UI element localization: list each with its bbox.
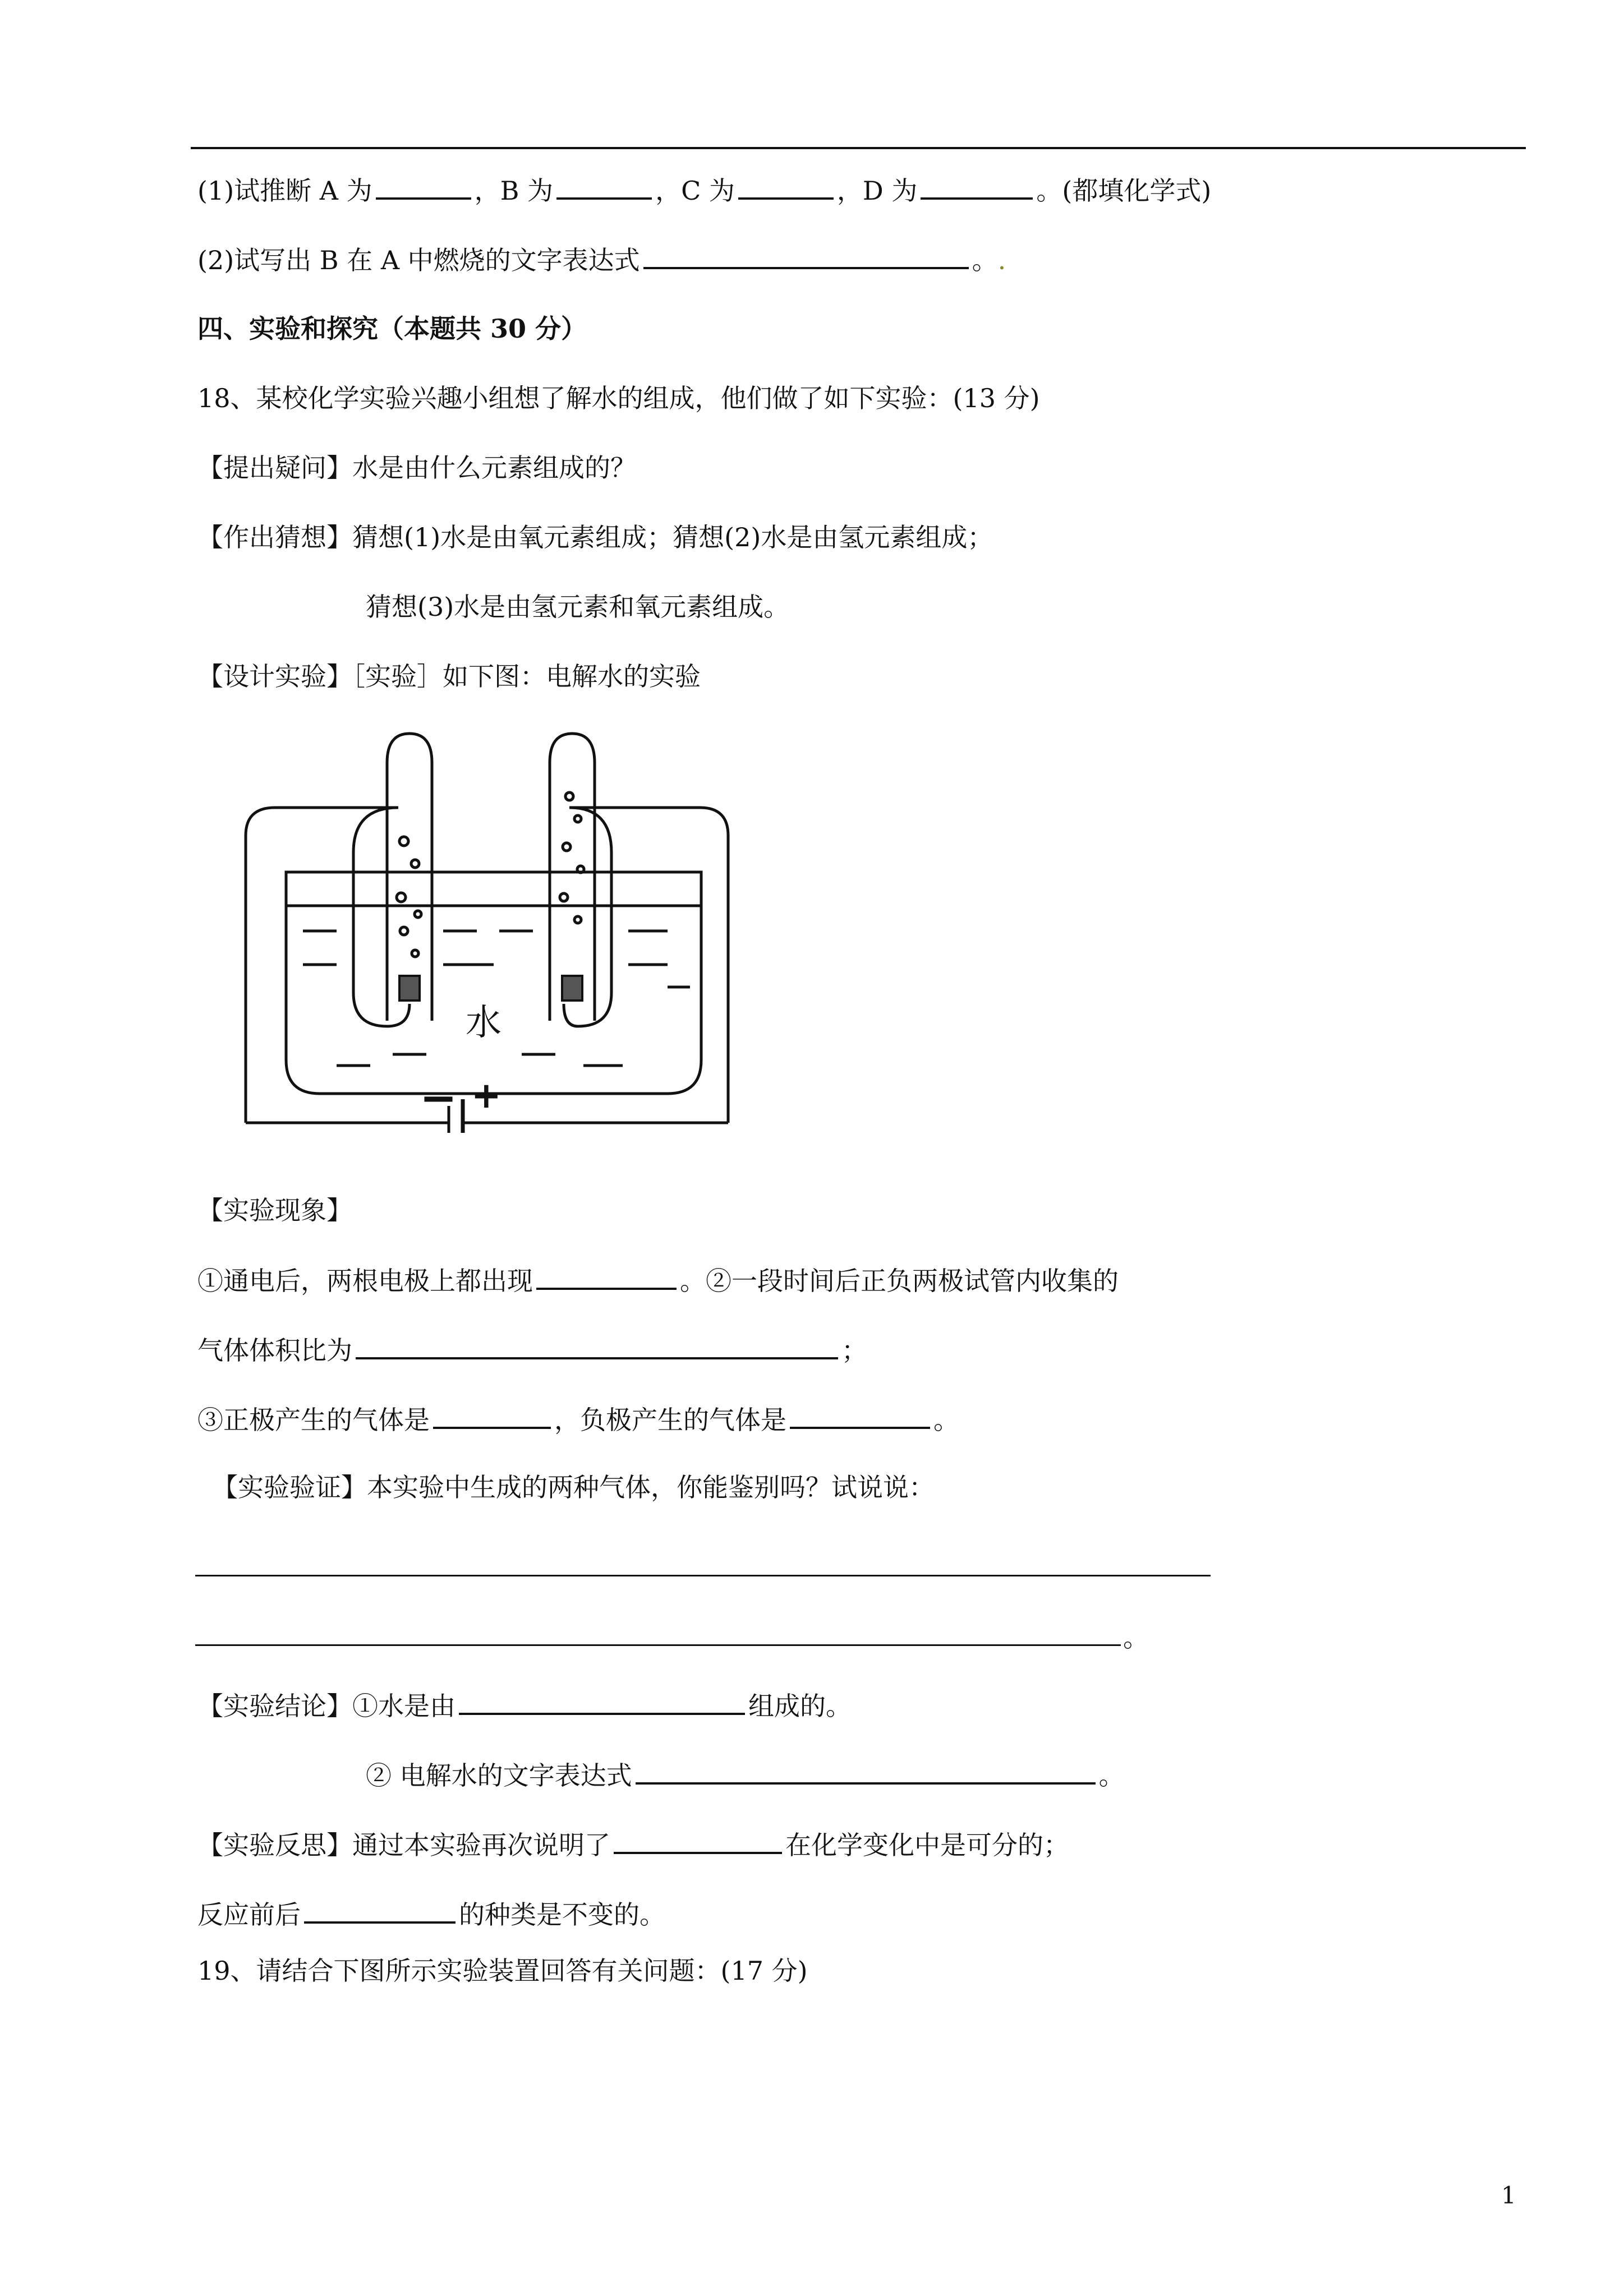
q18-phenomenon-3: ③正极产生的气体是 ，负极产生的气体是 。 (197, 1402, 959, 1437)
q18-intro: 18、某校化学实验兴趣小组想了解水的组成，他们做了如下实验：(13 分) (197, 383, 1040, 413)
q18-conclusion-2: ② 电解水的文字表达式 。 (366, 1758, 1125, 1792)
negative-sign: − (420, 1072, 458, 1124)
answer-blank-volume-ratio[interactable] (356, 1333, 838, 1359)
answer-blank-d[interactable] (921, 173, 1033, 200)
page-number: 1 (1501, 2182, 1516, 2209)
answer-blank-a[interactable] (376, 173, 471, 200)
answer-blank-c[interactable] (738, 173, 834, 200)
q18-question: 【提出疑问】水是由什么元素组成的？ (197, 453, 636, 483)
positive-sign: + (471, 1075, 502, 1117)
answer-blank-unchanged[interactable] (304, 1897, 456, 1924)
electrolysis-diagram (241, 729, 746, 1133)
left-electrode (399, 976, 420, 1001)
answer-blank-negative-gas[interactable] (790, 1402, 930, 1429)
answer-blank-equation[interactable] (643, 242, 969, 269)
q18-design: 【设计实验】［实验］如下图：电解水的实验 (197, 661, 701, 691)
q18-hypothesis-2: 猜想(3)水是由氢元素和氧元素组成。 (366, 592, 790, 622)
q18-phenomenon-2: 气体体积比为 ； (197, 1333, 867, 1367)
answer-blank-electrolysis-equation[interactable] (636, 1758, 1096, 1785)
q17-line2: (2)试写出 B 在 A 中燃烧的文字表达式 。. (197, 242, 1006, 277)
q18-conclusion-1: 【实验结论】①水是由 组成的。 (197, 1688, 852, 1723)
answer-blank-positive-gas[interactable] (433, 1402, 551, 1429)
q18-reflect-2: 反应前后 的种类是不变的。 (197, 1897, 665, 1931)
header-rule (191, 147, 1526, 149)
answer-line-1[interactable] (195, 1575, 1211, 1576)
q18-hypothesis-1: 【作出猜想】猜想(1)水是由氧元素组成；猜想(2)水是由氢元素组成； (197, 522, 993, 552)
answer-blank-phenomenon[interactable] (536, 1263, 677, 1290)
answer-line-2[interactable] (195, 1644, 1121, 1646)
q18-reflect-1: 【实验反思】通过本实验再次说明了 在化学变化中是可分的； (197, 1827, 1069, 1862)
support-plate (286, 872, 701, 906)
q18-phenomenon-tag: 【实验现象】 (197, 1195, 352, 1225)
water-dashes-2 (303, 965, 690, 987)
q19-intro: 19、请结合下图所示实验装置回答有关问题：(17 分) (197, 1956, 808, 1986)
water-label: 水 (466, 1002, 502, 1044)
right-electrode (562, 976, 582, 1001)
q17-line1: (1)试推断 A 为 ，B 为 ，C 为 ，D 为 。(都填化学式) (197, 173, 1211, 208)
verify-end-mark: 。 (1123, 1622, 1149, 1653)
answer-blank-divisible[interactable] (614, 1827, 782, 1854)
answer-blank-elements[interactable] (459, 1688, 745, 1715)
beaker (286, 875, 701, 1094)
q18-phenomenon-1: ①通电后，两根电极上都出现 。②一段时间后正负两极试管内收集的 (197, 1263, 1119, 1298)
q18-verify: 【实验验证】本实验中生成的两种气体，你能鉴别吗？试说说： (212, 1472, 935, 1502)
answer-blank-b[interactable] (556, 173, 652, 200)
section-title: 四、实验和探究（本题共 30 分） (197, 313, 587, 344)
water-dashes-3 (337, 1054, 623, 1066)
